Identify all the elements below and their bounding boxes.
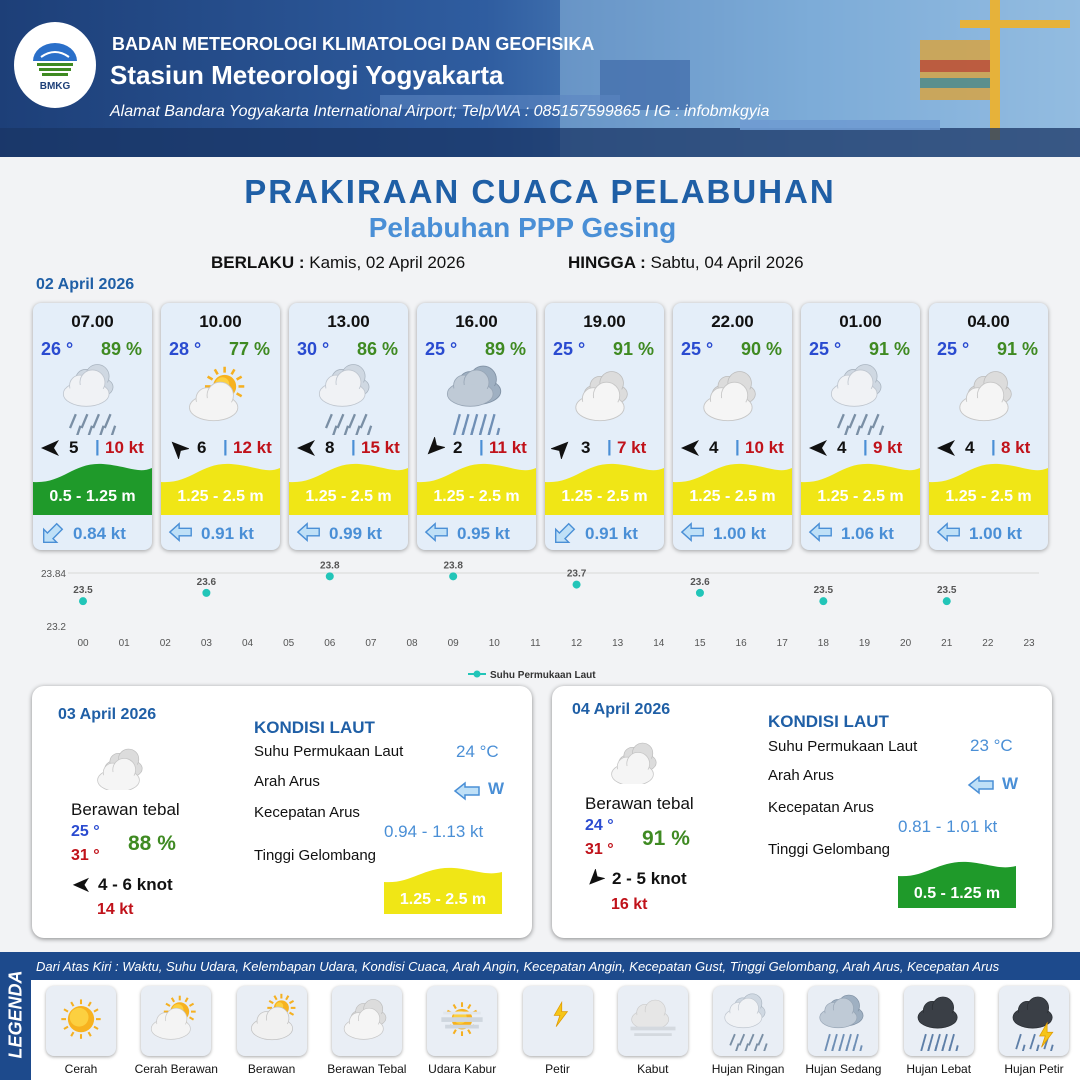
hujan-ringan-icon xyxy=(307,361,389,435)
day2-arus-value: W xyxy=(488,779,505,798)
day3-gel-value: 0.5 - 1.25 m xyxy=(913,885,1001,902)
forecast-time: 10.00 xyxy=(199,312,242,331)
wind-row xyxy=(295,437,403,459)
legend-item xyxy=(36,986,126,1076)
day3-kec-value: 0.81 - 1.01 kt xyxy=(898,817,998,836)
wind-arrow-icon xyxy=(167,437,189,459)
cerah-berawan-icon xyxy=(146,991,206,1051)
legend-label: Berawan xyxy=(247,1062,296,1076)
wave-height: 1.25 - 2.5 m xyxy=(817,488,904,505)
x-tick-label: 20 xyxy=(900,638,912,649)
day3-arus-label: Arah Arus xyxy=(768,767,834,784)
sst-point xyxy=(79,597,87,605)
hujan-lebat-icon xyxy=(909,991,969,1051)
wind-arrow-icon xyxy=(39,437,61,459)
day2-arus-label: Arah Arus xyxy=(254,773,320,790)
wind-speed: 8 xyxy=(325,438,335,457)
validity-to-value: Sabtu, 04 April 2026 xyxy=(650,253,804,272)
current-row xyxy=(161,516,280,550)
sst-point xyxy=(449,572,457,580)
wind-separator: | xyxy=(95,437,100,456)
current-arrow-icon xyxy=(552,520,578,546)
petir-icon xyxy=(528,991,588,1051)
berawan-icon xyxy=(242,991,302,1051)
forecast-card xyxy=(929,303,1048,550)
wind-gust: 15 kt xyxy=(361,438,400,457)
sst-point xyxy=(943,597,951,605)
day2-date: 03 April 2026 xyxy=(58,706,157,723)
legend-item xyxy=(989,986,1079,1076)
hujan-ringan-icon xyxy=(819,361,901,435)
current-speed: 0.99 kt xyxy=(329,524,382,543)
x-tick-label: 06 xyxy=(324,638,336,649)
day3-panel xyxy=(552,686,1052,938)
sst-point xyxy=(696,589,704,597)
legend-label: Petir xyxy=(545,1062,570,1076)
day3-arus-value: W xyxy=(1002,774,1019,793)
day3-date: 04 April 2026 xyxy=(572,701,671,718)
legend-series-label: Suhu Permukaan Laut xyxy=(490,670,596,681)
x-tick-label: 23 xyxy=(1023,638,1035,649)
wave-height: 1.25 - 2.5 m xyxy=(945,488,1032,505)
forecast-time: 22.00 xyxy=(711,312,754,331)
legend-item xyxy=(131,986,221,1076)
forecast-time: 07.00 xyxy=(71,312,114,331)
legend-marker xyxy=(474,671,481,678)
wind-gust: 11 kt xyxy=(489,438,527,457)
current-arrow-icon xyxy=(168,520,194,546)
wave-height: 1.25 - 2.5 m xyxy=(305,488,392,505)
sst-point xyxy=(573,581,581,589)
day2-temp-min: 25 ° xyxy=(71,823,100,840)
forecast-temp: 28 ° xyxy=(169,339,202,359)
legend-label: Hujan Lebat xyxy=(906,1062,972,1076)
legend-icon-box xyxy=(141,986,211,1056)
current-row xyxy=(801,516,920,550)
wave-height: 1.25 - 2.5 m xyxy=(177,488,264,505)
legend-icon-box xyxy=(237,986,307,1056)
wind-speed: 4 xyxy=(709,438,719,457)
legend-label: Hujan Sedang xyxy=(805,1062,882,1076)
cerah-icon xyxy=(51,991,111,1051)
forecast-humidity: 77 % xyxy=(228,339,270,359)
forecast-time: 19.00 xyxy=(583,312,626,331)
legend-icon-box xyxy=(46,986,116,1056)
wind-speed: 3 xyxy=(581,438,591,457)
wind-separator: | xyxy=(479,437,484,456)
day2-temp-max: 31 ° xyxy=(71,847,100,864)
day2-kondisi-title: KONDISI LAUT xyxy=(254,718,375,737)
forecast-card xyxy=(673,303,792,550)
current-arrow-icon xyxy=(680,520,706,546)
forecast-time: 04.00 xyxy=(967,312,1010,331)
legend-label: Udara Kabur xyxy=(428,1062,497,1076)
current-arrow-icon xyxy=(936,520,962,546)
day2-humidity: 88 % xyxy=(128,832,176,855)
station-name: Stasiun Meteorologi Yogyakarta xyxy=(110,60,504,90)
y-tick-label: 23.84 xyxy=(40,569,66,580)
wind-arrow-icon xyxy=(71,875,91,895)
x-tick-label: 09 xyxy=(447,638,459,649)
legend-side-bar xyxy=(0,952,31,1080)
wind-row xyxy=(167,437,275,459)
wind-row xyxy=(39,437,147,459)
sst-point-label: 23.6 xyxy=(690,576,710,588)
forecast-card xyxy=(161,303,280,550)
berawan-tebal-icon xyxy=(563,361,645,435)
station-address: Alamat Bandara Yogyakarta International Airport; Telp/WA : 085157599865 I IG : infobmkgyia xyxy=(110,103,770,120)
berawan-tebal-icon xyxy=(92,740,152,790)
x-tick-label: 16 xyxy=(735,638,747,649)
current-row xyxy=(929,516,1048,550)
legend-label: Cerah Berawan xyxy=(134,1062,218,1076)
x-tick-label: 01 xyxy=(118,638,130,649)
current-row xyxy=(545,516,664,550)
day3-gel-label: Tinggi Gelombang xyxy=(768,841,891,858)
day2-kec-value: 0.94 - 1.13 kt xyxy=(384,822,484,841)
wind-row xyxy=(807,437,915,459)
validity-from-value: Kamis, 02 April 2026 xyxy=(309,253,466,272)
berawan-tebal-icon xyxy=(606,734,666,784)
forecast-humidity: 90 % xyxy=(740,339,782,359)
wave-height: 0.5 - 1.25 m xyxy=(49,488,136,505)
y-tick-label: 23.2 xyxy=(46,622,66,633)
current-arrow-icon xyxy=(40,520,66,546)
day2-gel-value: 1.25 - 2.5 m xyxy=(399,891,487,908)
sst-point-label: 23.5 xyxy=(813,585,834,597)
day1-date: 02 April 2026 xyxy=(36,276,135,293)
wind-separator: | xyxy=(607,437,612,456)
page-subtitle: Pelabuhan PPP Gesing xyxy=(368,212,677,243)
sst-point xyxy=(326,572,334,580)
wind-row xyxy=(679,437,787,459)
berawan-tebal-icon xyxy=(947,361,1029,435)
bmkg-logo xyxy=(14,22,96,108)
wind-gust: 7 kt xyxy=(617,438,647,457)
wave-height: 1.25 - 2.5 m xyxy=(689,488,776,505)
validity-to xyxy=(568,253,804,273)
wind-separator: | xyxy=(735,437,740,456)
legend-label: Hujan Ringan xyxy=(711,1062,785,1076)
forecast-card xyxy=(801,303,920,550)
forecast-humidity: 89 % xyxy=(484,339,526,359)
sst-point-label: 23.8 xyxy=(320,560,340,572)
x-tick-label: 13 xyxy=(612,638,624,649)
legend-label: Berawan Tebal xyxy=(327,1062,407,1076)
forecast-humidity: 91 % xyxy=(612,339,654,359)
sst-point xyxy=(202,589,210,597)
day3-temp-min: 24 ° xyxy=(585,817,614,834)
forecast-temp: 25 ° xyxy=(681,339,714,359)
x-tick-label: 19 xyxy=(858,638,871,649)
current-speed: 1.00 kt xyxy=(969,524,1022,543)
legend-icon-box xyxy=(427,986,497,1056)
wind-speed: 4 xyxy=(837,438,847,457)
day3-condition: Berawan tebal xyxy=(585,794,694,813)
legend-icon-box xyxy=(904,986,974,1056)
x-tick-label: 15 xyxy=(694,638,706,649)
legend-icon-box xyxy=(332,986,402,1056)
day3-wind: 2 - 5 knot xyxy=(612,869,687,888)
forecast-humidity: 89 % xyxy=(100,339,142,359)
logo-text: BMKG xyxy=(39,80,71,92)
legend-label: Hujan Petir xyxy=(1004,1062,1064,1076)
udara-kabur-icon xyxy=(432,991,492,1051)
forecast-humidity: 91 % xyxy=(996,339,1038,359)
day2-gust: 14 kt xyxy=(97,901,134,918)
wind-row xyxy=(423,437,531,459)
hujan-sedang-icon xyxy=(435,361,517,435)
wind-speed: 4 xyxy=(965,438,975,457)
sst-point-label: 23.6 xyxy=(196,576,217,588)
bmkg-emblem-icon xyxy=(29,39,81,79)
day3-sst-label: Suhu Permukaan Laut xyxy=(768,738,918,755)
berawan-tebal-icon xyxy=(691,361,773,435)
wind-speed: 2 xyxy=(453,438,463,457)
day2-gel-label: Tinggi Gelombang xyxy=(254,847,377,864)
x-tick-label: 08 xyxy=(406,638,418,649)
wind-arrow-icon xyxy=(295,437,317,459)
legend-title: LEGENDA xyxy=(5,970,26,1059)
day2-condition: Berawan tebal xyxy=(71,800,180,819)
wind-arrow-icon xyxy=(679,437,701,459)
sst-point-label: 23.5 xyxy=(73,585,93,597)
sst-point-label: 23.7 xyxy=(566,568,587,580)
wave-height: 1.25 - 2.5 m xyxy=(433,488,520,505)
x-tick-label: 14 xyxy=(653,638,665,649)
day2-kec-label: Kecepatan Arus xyxy=(254,804,360,821)
x-tick-label: 05 xyxy=(283,638,295,649)
day2-wind: 4 - 6 knot xyxy=(98,875,173,894)
legend-icon-box xyxy=(999,986,1069,1056)
forecast-time: 16.00 xyxy=(455,312,498,331)
current-arrow-icon xyxy=(967,775,995,795)
forecast-humidity: 91 % xyxy=(868,339,910,359)
x-tick-label: 03 xyxy=(200,638,212,649)
sst-chart xyxy=(30,560,1050,685)
wind-speed: 6 xyxy=(197,438,207,457)
forecast-temp: 25 ° xyxy=(425,339,458,359)
x-tick-label: 04 xyxy=(241,638,254,649)
day2-panel xyxy=(32,686,532,938)
day3-temp-max: 31 ° xyxy=(585,841,614,858)
wind-separator: | xyxy=(991,437,996,456)
wind-gust: 8 kt xyxy=(1001,438,1031,457)
wind-gust: 10 kt xyxy=(105,438,144,457)
wind-separator: | xyxy=(351,437,356,456)
legend-item xyxy=(227,986,317,1076)
org-name: BADAN METEOROLOGI KLIMATOLOGI DAN GEOFISIKA xyxy=(112,34,595,54)
forecast-temp: 30 ° xyxy=(297,339,330,359)
current-arrow-icon xyxy=(296,520,322,546)
sst-point-label: 23.8 xyxy=(443,560,463,572)
wave-height: 1.25 - 2.5 m xyxy=(561,488,648,505)
x-tick-label: 12 xyxy=(571,638,583,649)
day3-kec-label: Kecepatan Arus xyxy=(768,799,874,816)
wind-arrow-icon xyxy=(585,869,605,889)
legend-item xyxy=(703,986,793,1076)
current-row xyxy=(673,516,792,550)
wind-row xyxy=(935,437,1043,459)
legend-item xyxy=(894,986,984,1076)
day2-sst-label: Suhu Permukaan Laut xyxy=(254,743,404,760)
legend-icon-box xyxy=(618,986,688,1056)
header-banner xyxy=(0,0,1080,157)
x-tick-label: 02 xyxy=(159,638,171,649)
validity-from-label: BERLAKU : xyxy=(211,253,305,272)
validity-from xyxy=(211,253,465,273)
forecast-card xyxy=(33,303,152,550)
day3-sst-value: 23 °C xyxy=(970,736,1013,755)
current-row xyxy=(33,516,152,550)
forecast-card xyxy=(417,303,536,550)
wind-arrow-icon xyxy=(935,437,957,459)
legend-label: Cerah xyxy=(64,1062,98,1076)
legend xyxy=(0,952,1080,1080)
legend-item xyxy=(513,986,603,1076)
berawan-tebal-icon xyxy=(337,991,397,1051)
wind-row xyxy=(551,437,659,459)
day2-sst-value: 24 °C xyxy=(456,742,499,761)
forecast-card xyxy=(289,303,408,550)
current-speed: 1.00 kt xyxy=(713,524,766,543)
x-tick-label: 10 xyxy=(488,638,500,649)
x-tick-label: 21 xyxy=(941,638,953,649)
x-tick-label: 22 xyxy=(982,638,994,649)
kabut-icon xyxy=(623,991,683,1051)
current-speed: 0.95 kt xyxy=(457,524,510,543)
x-tick-label: 00 xyxy=(77,638,89,649)
berawan-tebal-icon xyxy=(92,740,152,790)
legend-item xyxy=(608,986,698,1076)
hujan-ringan-icon xyxy=(51,361,133,435)
legend-icon-box xyxy=(808,986,878,1056)
forecast-temp: 25 ° xyxy=(937,339,970,359)
current-row xyxy=(417,516,536,550)
forecast-temp: 26 ° xyxy=(41,339,74,359)
hujan-sedang-icon xyxy=(813,991,873,1051)
x-tick-label: 11 xyxy=(530,638,541,649)
page-title: PRAKIRAAN CUACA PELABUHAN xyxy=(244,173,836,210)
current-arrow-icon xyxy=(453,781,481,801)
current-row xyxy=(289,516,408,550)
wind-arrow-icon xyxy=(807,437,829,459)
wind-separator: | xyxy=(223,437,228,456)
sst-point-label: 23.5 xyxy=(937,585,957,597)
x-tick-label: 17 xyxy=(776,638,788,649)
wind-gust: 10 kt xyxy=(745,438,784,457)
current-speed: 0.84 kt xyxy=(73,524,126,543)
wind-gust: 9 kt xyxy=(873,438,903,457)
wind-arrow-icon xyxy=(551,437,573,459)
legend-item xyxy=(322,986,412,1076)
hujan-petir-icon xyxy=(1004,991,1064,1051)
current-arrow-icon xyxy=(808,520,834,546)
validity-to-label: HINGGA : xyxy=(568,253,646,272)
day3-gust: 16 kt xyxy=(611,896,648,913)
current-speed: 1.06 kt xyxy=(841,524,894,543)
x-tick-label: 07 xyxy=(365,638,377,649)
hujan-ringan-icon xyxy=(718,991,778,1051)
legend-icon-box xyxy=(713,986,783,1056)
current-speed: 0.91 kt xyxy=(585,524,638,543)
forecast-time: 13.00 xyxy=(327,312,370,331)
forecast-humidity: 86 % xyxy=(356,339,398,359)
current-arrow-icon xyxy=(424,520,450,546)
day3-kondisi-title: KONDISI LAUT xyxy=(768,712,889,731)
legend-note: Dari Atas Kiri : Waktu, Suhu Udara, Kelembapan Udara, Kondisi Cuaca, Arah Angin, Kecepatan Angin, Kecepatan Gust, Tinggi Gelombang, Arah Arus, Kecepatan Arus xyxy=(36,959,1000,974)
forecast-temp: 25 ° xyxy=(553,339,586,359)
forecast-time: 01.00 xyxy=(839,312,882,331)
wind-separator: | xyxy=(863,437,868,456)
wind-speed: 5 xyxy=(69,438,79,457)
legend-item xyxy=(798,986,888,1076)
berawan-tebal-icon xyxy=(606,734,666,784)
forecast-card xyxy=(545,303,664,550)
day3-humidity: 91 % xyxy=(642,827,690,850)
wind-arrow-icon xyxy=(423,437,445,459)
cerah-berawan-icon xyxy=(179,361,261,435)
legend-label: Kabut xyxy=(637,1062,669,1076)
legend-item xyxy=(417,986,507,1076)
legend-icon-box xyxy=(523,986,593,1056)
sst-point xyxy=(819,597,827,605)
x-tick-label: 18 xyxy=(817,638,829,649)
forecast-temp: 25 ° xyxy=(809,339,842,359)
wind-gust: 12 kt xyxy=(233,438,272,457)
current-speed: 0.91 kt xyxy=(201,524,254,543)
